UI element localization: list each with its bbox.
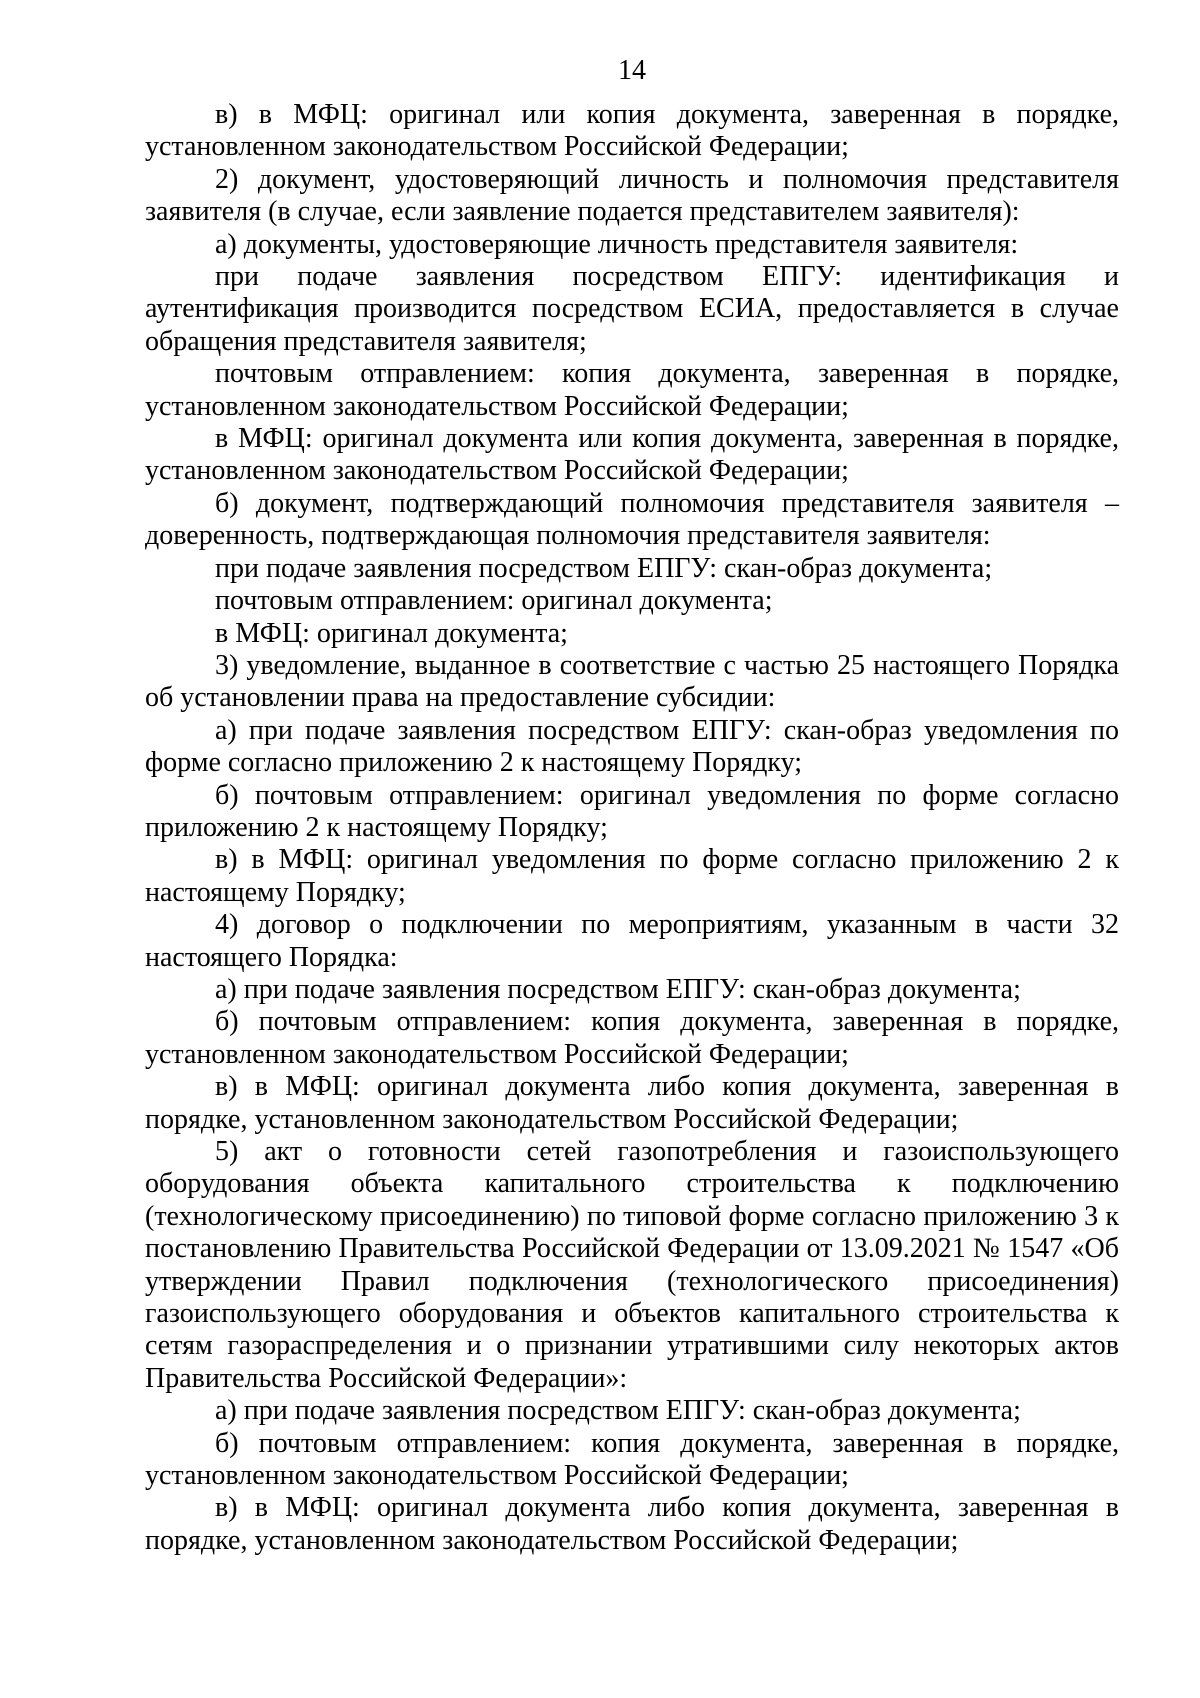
- paragraph: в) в МФЦ: оригинал документа либо копия документа, заверенная в порядке, установленном законодательством Российской Федерации;: [145, 1492, 1119, 1556]
- paragraph: при подаче заявления посредством ЕПГУ: идентификация и аутентификация производится посредством ЕСИА, предоставляется в случае обращения представителя заявителя;: [145, 261, 1119, 357]
- paragraph: при подаче заявления посредством ЕПГУ: скан-образ документа;: [215, 552, 993, 584]
- paragraph: б) почтовым отправлением: копия документа, заверенная в порядке, установленном законодательством Российской Федерации;: [145, 1427, 1119, 1492]
- paragraph: 2) документ, удостоверяющий личность и полномочия представителя заявителя (в случае, если заявление подается представителем заявителя):: [145, 163, 1119, 228]
- document-page: [145, 55, 1119, 1557]
- paragraph: в) в МФЦ: оригинал или копия документа, заверенная в порядке, установленном законодательством Российской Федерации;: [145, 99, 1119, 163]
- paragraph: а) при подаче заявления посредством ЕПГУ: скан-образ документа;: [215, 973, 1021, 1005]
- paragraph: почтовым отправлением: оригинал документа;: [215, 585, 773, 617]
- paragraph: а) документы, удостоверяющие личность представителя заявителя:: [215, 228, 1019, 260]
- paragraph: б) почтовым отправлением: копия документа, заверенная в порядке, установленном законодательством Российской Федерации;: [145, 1006, 1119, 1070]
- paragraph: а) при подаче заявления посредством ЕПГУ: скан-образ документа;: [215, 1395, 1021, 1427]
- paragraph: б) документ, подтверждающий полномочия представителя заявителя – доверенность, подтверждающая полномочия представителя заявителя:: [145, 487, 1119, 552]
- paragraph: б) почтовым отправлением: оригинал уведомления по форме согласно приложению 2 к настоящему Порядку;: [145, 779, 1119, 843]
- paragraph: почтовым отправлением: копия документа, заверенная в порядке, установленном законодательством Российской Федерации;: [145, 358, 1119, 422]
- paragraph: в МФЦ: оригинал документа или копия документа, заверенная в порядке, установленном законодательством Российской Федерации;: [145, 423, 1119, 487]
- paragraph: в МФЦ: оригинал документа;: [215, 617, 568, 649]
- paragraph: в) в МФЦ: оригинал документа либо копия документа, заверенная в порядке, установленном законодательством Российской Федерации;: [145, 1071, 1119, 1135]
- paragraph: а) при подаче заявления посредством ЕПГУ: скан-образ уведомления по форме согласно приложению 2 к настоящему Порядку;: [145, 714, 1119, 779]
- paragraph: 3) уведомление, выданное в соответствие с частью 25 настоящего Порядка об установлении права на предоставление субсидии:: [145, 649, 1119, 714]
- paragraph: в) в МФЦ: оригинал уведомления по форме согласно приложению 2 к настоящему Порядку;: [145, 844, 1119, 908]
- paragraph: 5) акт о готовности сетей газопотребления и газоиспользующего оборудования объекта капитального строительства к подключению (технологическому присоединению) по типовой форме согласно приложению 3 к постановлению Правительства Российской Федерации от 13.09.2021 № 1547 «Об утверждении Правил подключения (технологического присоединения) газоиспользующего оборудования и объектов капитального строительства к сетям газораспределения и о признании утратившими силу некоторых актов Правительства Российской Федерации»:: [145, 1136, 1119, 1394]
- page-number: 14: [618, 55, 646, 86]
- paragraph: 4) договор о подключении по мероприятиям, указанным в части 32 настоящего Порядка:: [145, 909, 1119, 973]
